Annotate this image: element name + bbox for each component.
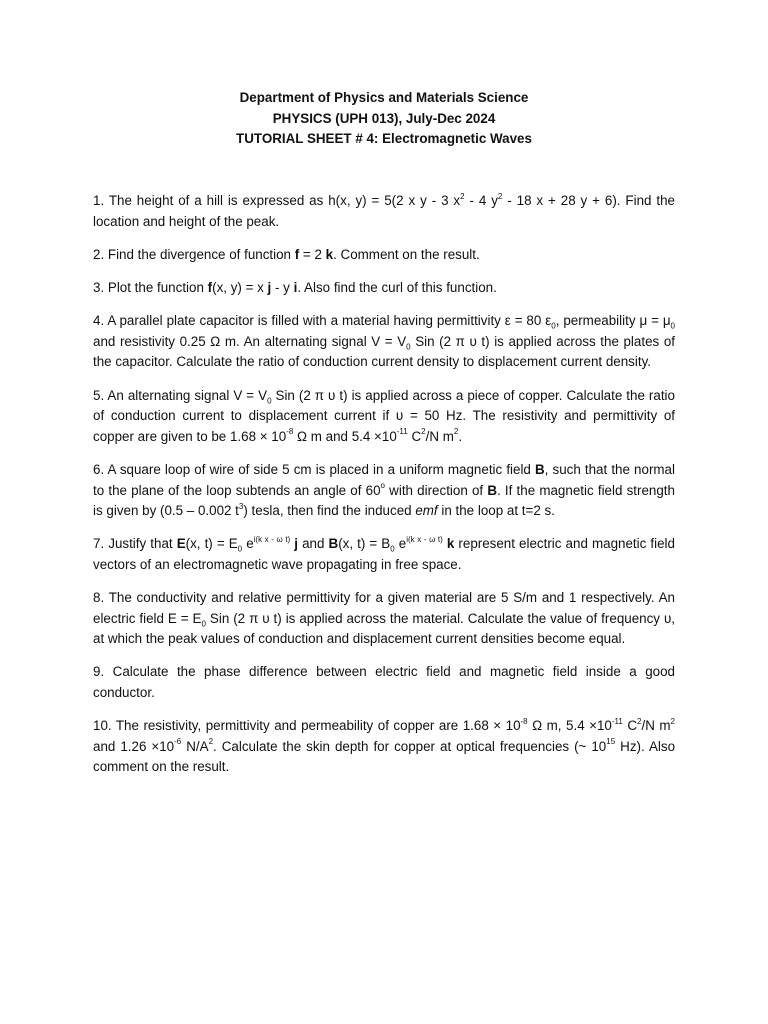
sheet-title: TUTORIAL SHEET # 4: Electromagnetic Waves	[236, 131, 532, 146]
q7-subscript: 0	[390, 544, 395, 554]
q5-text: .	[458, 428, 463, 444]
q5-text: Ω m and 5.4 ×10	[293, 428, 397, 444]
q7-text: 7. Justify that	[93, 536, 177, 552]
q10-text: Hz). Also comment on the result.	[93, 738, 676, 775]
q5-exponent: 2	[421, 427, 426, 437]
q6-text: in the loop at t=2 s.	[437, 503, 555, 519]
q7-text: (x, t) = B	[338, 536, 391, 552]
q10-exponent: 2	[637, 716, 642, 726]
q7-text: e	[394, 536, 407, 552]
q6-text: . If the magnetic field strength is given by (0.5 – 0.002 t	[93, 482, 675, 519]
q4-subscript: 0	[670, 321, 675, 331]
q1-text: 1. The height of a hill is expressed as h(x, y) = 5(2 x y - 3 x	[93, 193, 461, 208]
q7-exponent: i(k x - ω t)	[406, 534, 443, 544]
q3-vector: j	[267, 279, 272, 295]
question-3	[93, 278, 675, 299]
question-1	[93, 191, 675, 232]
document-header	[0, 88, 768, 150]
q3-text: (x, y) = x	[212, 279, 268, 295]
q3-vector: f	[207, 279, 213, 295]
q1-text: - 18 x + 28 y + 6). Find the location and height of the peak.	[93, 193, 675, 229]
q10-exponent: 2	[670, 716, 675, 726]
q4-text: , permeability μ = μ	[555, 313, 671, 329]
q5-exponent: 2	[453, 427, 459, 437]
question-8	[93, 588, 675, 650]
q1-exponent: 2	[497, 191, 503, 201]
question-5	[93, 386, 675, 448]
q2-vector: f	[294, 246, 300, 262]
department-title: Department of Physics and Materials Science	[239, 90, 529, 105]
q6-text: 6. A square loop of wire of side 5 cm is placed in a uniform magnetic field	[93, 461, 535, 477]
q4-text: and resistivity 0.25 Ω m. An alternating signal V = V	[93, 333, 407, 349]
course-title: PHYSICS (UPH 013), July-Dec 2024	[272, 110, 496, 126]
q2-text: 2. Find the divergence of function	[93, 246, 295, 262]
q6-text: ) tesla, then find the induced	[243, 503, 416, 519]
q7-exponent: i(k x - ω t)	[253, 534, 291, 544]
q10-exponent: 15	[606, 737, 616, 747]
q1-text: - 4 y	[464, 193, 498, 208]
q10-exponent: -6	[174, 737, 182, 747]
q10-exponent: -8	[520, 716, 528, 726]
q10-exponent: -11	[611, 716, 623, 726]
q7-text: e	[242, 536, 254, 552]
q10-text: Ω m, 5.4 ×10	[527, 718, 612, 734]
q6-text: , such that the normal to the plane of the loop subtends an angle of 60	[93, 461, 675, 498]
q8-subscript: 0	[201, 619, 206, 629]
q4-subscript: 0	[406, 342, 411, 352]
q8-text: Sin (2 π υ t) is applied across the material. Calculate the value of frequency υ, at which the peak values of conduction and displacement current densities become equal.	[93, 610, 675, 647]
question-7	[93, 534, 675, 575]
q7-text: represent electric and magnetic field vectors of an electromagnetic wave propagating in free space.	[93, 536, 675, 572]
q8-text: 8. The conductivity and relative permittivity for a given material are 5 S/m and 1 respectively. An electric field E = E	[93, 590, 675, 626]
q10-text: /N m	[641, 718, 671, 734]
q1-exponent: 2	[460, 191, 465, 201]
q3-text: - y	[271, 279, 294, 295]
question-2	[93, 245, 675, 266]
q7-subscript: 0	[237, 544, 243, 554]
q10-text: 10. The resistivity, permittivity and permeability of copper are 1.68 × 10	[93, 718, 521, 734]
q5-text: /N m	[425, 428, 454, 444]
q5-text: 5. An alternating signal V = V	[93, 387, 268, 403]
q3-vector: i	[293, 279, 298, 295]
q6-emphasis: emf	[415, 503, 438, 519]
question-10	[93, 716, 675, 778]
q3-text: 3. Plot the function	[93, 279, 208, 295]
q6-text: with direction of	[385, 482, 488, 498]
q2-text: = 2	[299, 246, 326, 262]
q4-text: 4. A parallel plate capacitor is filled with a material having permittivity ε = 80 ε	[93, 313, 552, 329]
q5-text: C	[407, 428, 422, 444]
q10-text: N/A	[181, 738, 209, 754]
q10-text: and 1.26 ×10	[93, 738, 175, 754]
q6-vector: B	[487, 482, 497, 498]
q4-subscript: 0	[551, 321, 556, 331]
q7-text: (x, t) = E	[185, 536, 238, 552]
q4-text: Sin (2 π υ t) is applied across the plates of the capacitor. Calculate the ratio of conduction current density to displacement current density.	[93, 333, 675, 370]
q10-text: . Calculate the skin depth for copper at optical frequencies (~ 10	[213, 738, 607, 754]
q7-vector: k	[446, 536, 455, 552]
q7-vector: E	[176, 536, 186, 552]
q5-exponent: -8	[286, 427, 294, 437]
q10-exponent: 2	[208, 737, 214, 747]
q7-vector: j	[294, 536, 299, 552]
q7-text: and	[298, 536, 329, 552]
q2-text: . Comment on the result.	[333, 246, 480, 262]
q2-vector: k	[325, 246, 334, 262]
question-6	[93, 460, 675, 522]
q6-exponent: 3	[238, 501, 244, 511]
q9-text: 9. Calculate the phase difference between electric field and magnetic field inside a good conductor.	[93, 664, 675, 701]
q5-text: Sin (2 π υ t) is applied across a piece of copper. Calculate the ratio of conduction current to displacement current if υ = 50 Hz. The resistivity and permittivity of copper are given to be 1.68 × 10	[93, 387, 675, 444]
q5-exponent: -11	[396, 427, 408, 437]
question-4	[93, 311, 675, 373]
question-9	[93, 662, 675, 703]
q5-subscript: 0	[267, 396, 272, 406]
q10-text: C	[622, 718, 638, 734]
q6-vector: B	[535, 461, 545, 477]
question-list	[93, 191, 675, 791]
q7-vector: B	[328, 536, 339, 552]
q6-degree-sign: o	[380, 481, 385, 491]
q3-text: . Also find the curl of this function.	[297, 279, 497, 295]
